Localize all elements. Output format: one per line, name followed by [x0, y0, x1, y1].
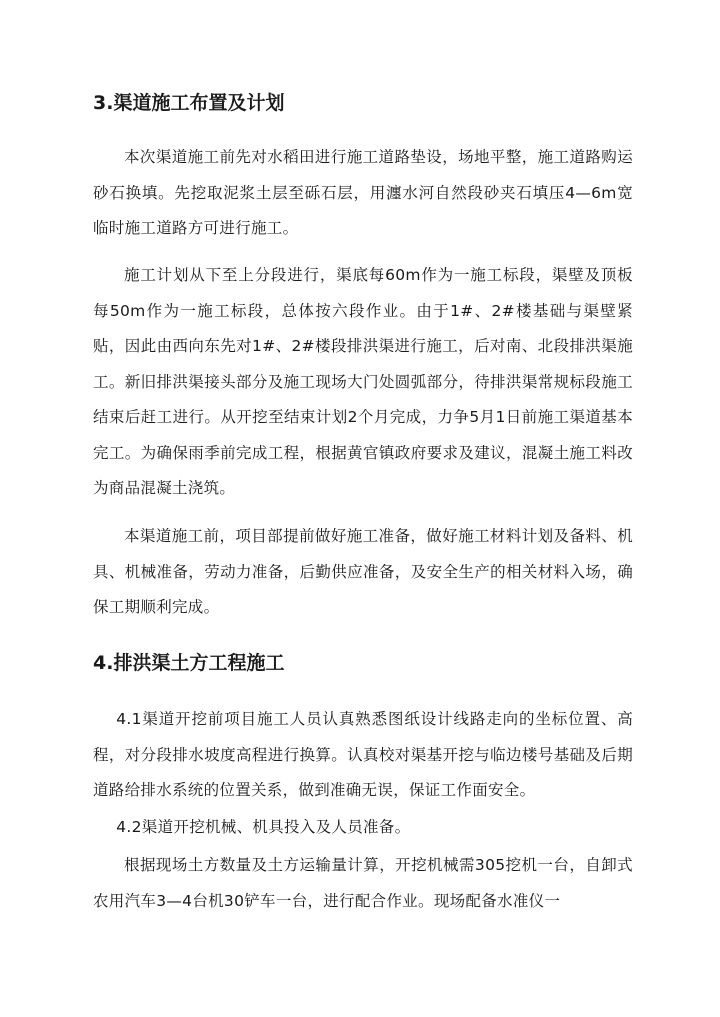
section-3-paragraph-2: 施工计划从下至上分段进行，渠底每60m作为一施工标段，渠壁及顶板每50m作为一施工标段，总体按六段作业。由于1#、2#楼基础与渠壁紧贴，因此由西向东先对1#、2#楼段排洪渠进行施工，后对南、北段排洪渠施工。新旧排洪渠接头部分及施工现场大门处圆弧部分，待排洪渠常规标段施工结束后赶工进行。从开挖至结束计划2个月完成，力争5月1日前施工渠道基本完工。为确保雨季前完成工程，根据黄官镇政府要求及建议，混凝土施工料改为商品混凝土浇筑。 — [93, 266, 633, 497]
section-3-paragraph-1: 本次渠道施工前先对水稻田进行施工道路垫设，场地平整，施工道路购运砂石换填。先挖取泥浆土层至砾石层，用瀍水河自然段砂夹石填压4—6m宽临时施工道路方可进行施工。 — [93, 148, 633, 237]
section-4-paragraph-4-1: 4.1渠道开挖前项目施工人员认真熟悉图纸设计线路走向的坐标位置、高程，对分段排水坡度高程进行换算。认真校对渠基开挖与临边楼号基础及后期道路给排水系统的位置关系，做到准确无误，保证工作面安全。 — [93, 710, 633, 799]
section-3-paragraph-3: 本渠道施工前，项目部提前做好施工准备，做好施工材料计划及备料、机具、机械准备，劳动力准备，后勤供应准备，及安全生产的相关材料入场，确保工期顺利完成。 — [93, 527, 633, 616]
section-4-paragraph-4-2: 4.2渠道开挖机械、机具投入及人员准备。 — [116, 818, 411, 836]
section-4-heading: 4.排洪渠土方工程施工 — [93, 652, 285, 674]
section-4-paragraph-equipment: 根据现场土方数量及土方运输量计算，开挖机械需305挖机一台，自卸式农用汽车3—4台机30铲车一台，进行配合作业。现场配备水准仪一 — [93, 856, 633, 910]
section-3-heading: 3.渠道施工布置及计划 — [93, 92, 285, 114]
